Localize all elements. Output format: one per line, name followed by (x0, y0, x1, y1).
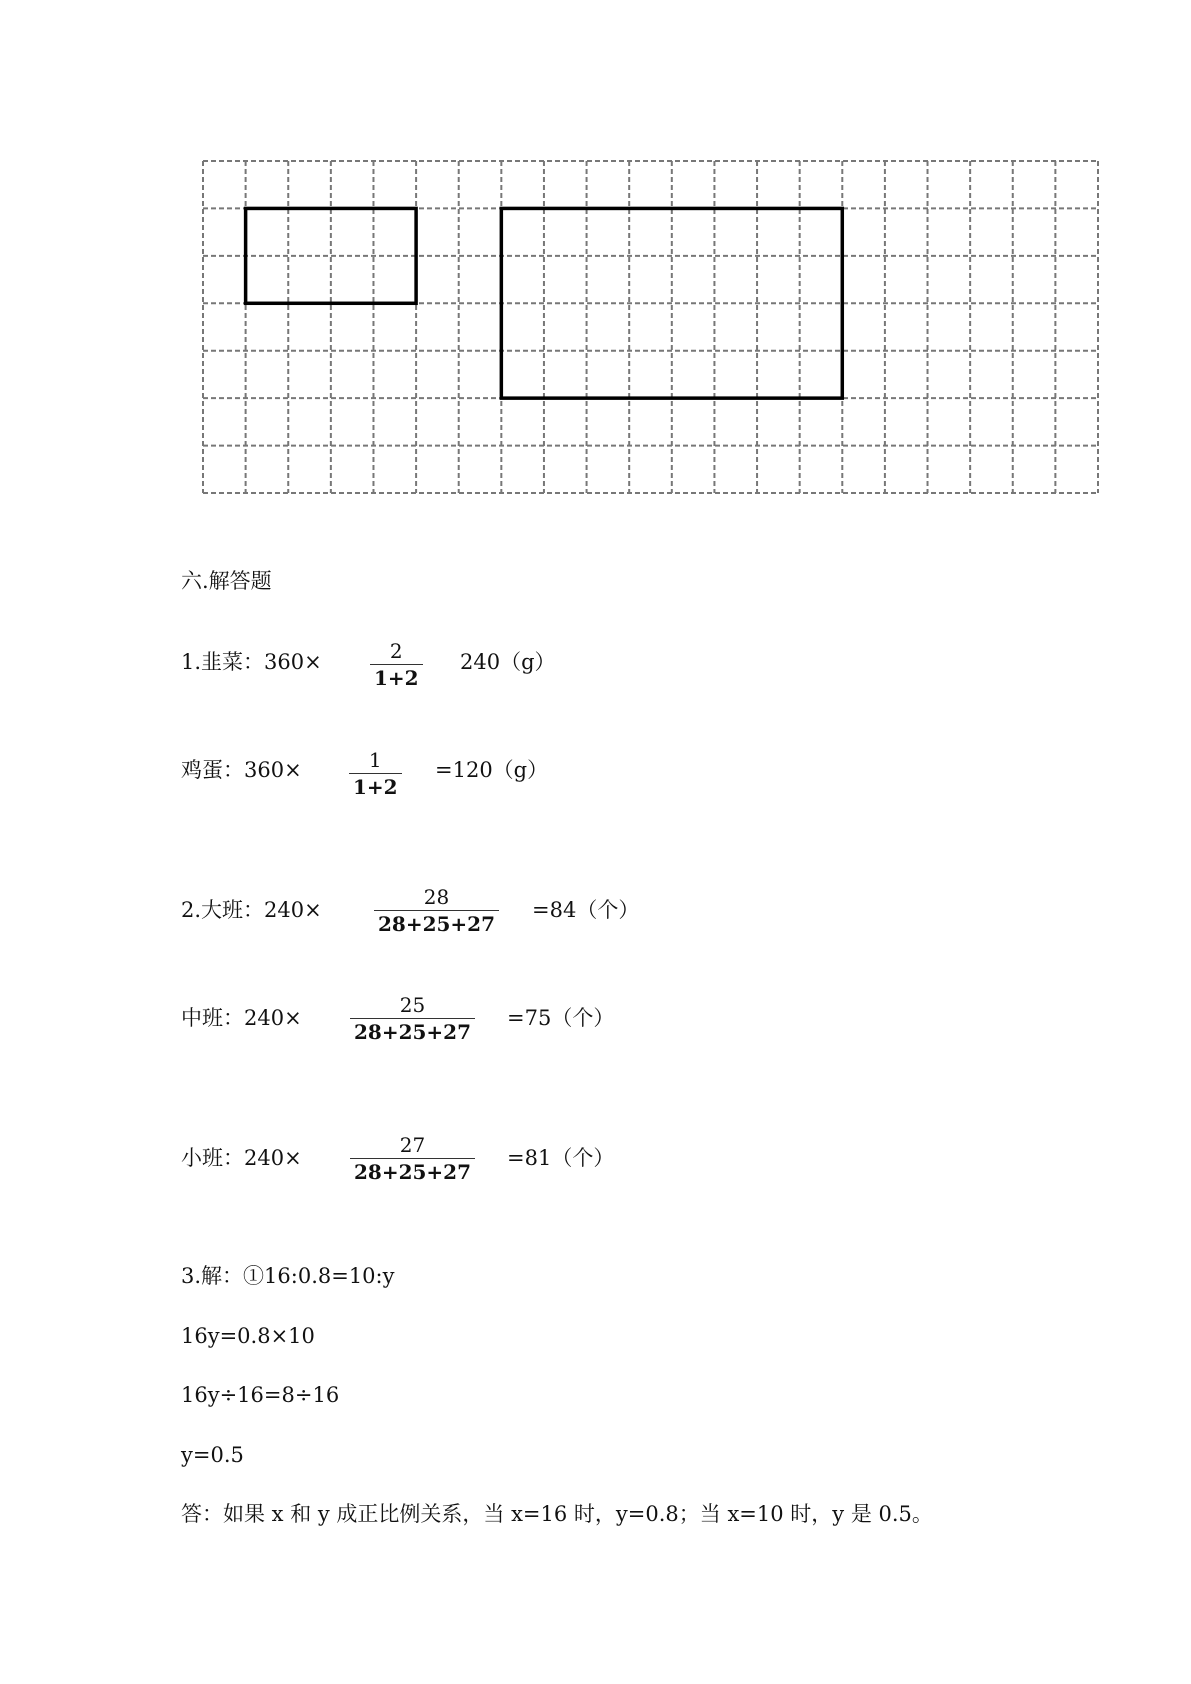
fraction-numerator: 1 (368, 748, 382, 772)
q2-middle-fraction (350, 994, 475, 1043)
fraction-numerator: 25 (399, 993, 426, 1017)
q1-leek-result: 240（g） (460, 650, 556, 674)
q3-answer: 答：如果 x 和 y 成正比例关系，当 x=16 时，y=0.8；当 x=10 时，y 是 0.5。 (181, 1502, 933, 1526)
q3-line-1: 3.解：①16:0.8=10:y (181, 1264, 395, 1288)
q2-small-fraction (350, 1134, 475, 1183)
fraction-numerator: 2 (389, 639, 403, 663)
q3-line-3: 16y÷16=8÷16 (181, 1383, 340, 1407)
fraction-denominator: 28+25+27 (354, 1020, 472, 1044)
q1-leek-fraction (370, 640, 423, 689)
q2-small-label: 小班：240× (181, 1146, 302, 1170)
fraction-numerator: 27 (399, 1133, 426, 1157)
q2-big-result: =84（个） (532, 898, 640, 922)
q3-line-4: y=0.5 (181, 1443, 244, 1467)
q2-middle-label: 中班：240× (181, 1006, 302, 1030)
q2-small-result: =81（个） (507, 1146, 615, 1170)
fraction-denominator: 1+2 (353, 775, 398, 799)
fraction-denominator: 28+25+27 (378, 912, 496, 936)
grid-canvas (202, 160, 1099, 494)
q1-egg-fraction (349, 749, 402, 798)
section-title: 六.解答题 (181, 569, 272, 593)
q1-leek-label: 1.韭菜：360× (181, 650, 322, 674)
q1-egg-label: 鸡蛋：360× (181, 758, 302, 782)
q3-line-2: 16y=0.8×10 (181, 1324, 315, 1348)
fraction-denominator: 1+2 (374, 666, 419, 690)
q2-big-label: 2.大班：240× (181, 898, 322, 922)
fraction-denominator: 28+25+27 (354, 1160, 472, 1184)
q2-middle-result: =75（个） (507, 1006, 615, 1030)
q1-egg-result: =120（g） (435, 758, 549, 782)
grid-figure (202, 160, 1099, 494)
fraction-numerator: 28 (423, 885, 450, 909)
q2-big-fraction (374, 886, 499, 935)
